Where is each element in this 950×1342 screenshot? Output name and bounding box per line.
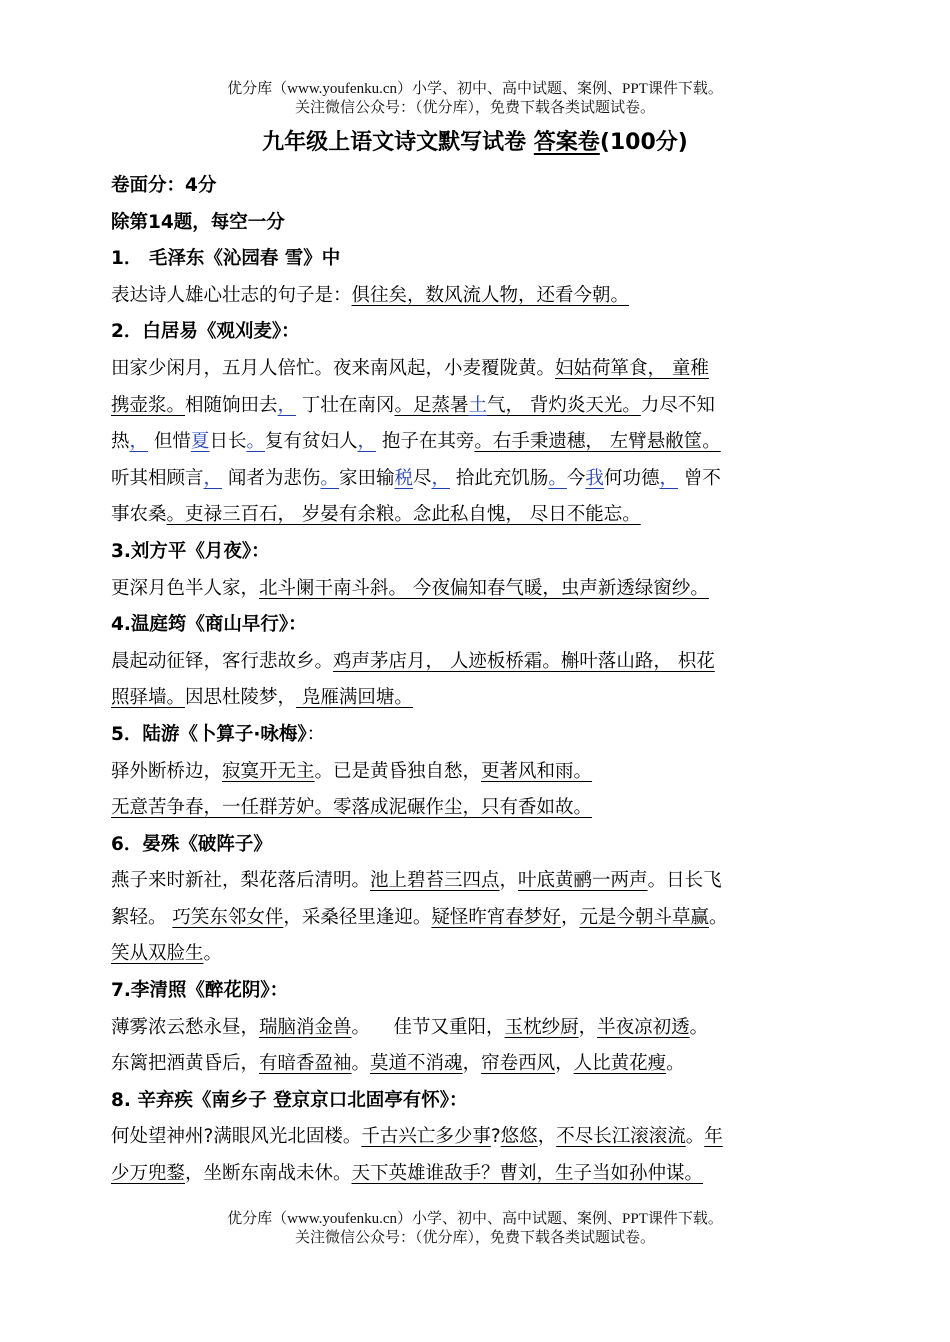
score-note: 卷面分：4分 xyxy=(111,175,217,196)
q7-text: ， xyxy=(462,1053,482,1075)
q2-text: 今 xyxy=(566,467,586,489)
q7-text: ， xyxy=(555,1053,574,1075)
q2-answer: 。足蒸暑 xyxy=(394,394,469,416)
q8-answer: 天下英雄谁敌手？曹刘，生子当如孙仲谋。 xyxy=(351,1163,704,1185)
q2-answer: 气， 背灼炎天光。 xyxy=(486,394,641,416)
q2-text: 闻者为悲伤 xyxy=(222,467,321,489)
page-header xyxy=(0,80,950,118)
q7-text: 东篱把酒黄昏后， xyxy=(111,1053,260,1075)
q2-blank: ， xyxy=(357,431,376,453)
question-5-heading xyxy=(111,717,841,754)
q6-text: ， xyxy=(499,870,519,892)
q2-answer: 携壶浆。 xyxy=(111,394,186,416)
q2-text: 尽 xyxy=(412,467,432,489)
q5-heading-colon: ： xyxy=(306,723,326,745)
q2-text: 抱子在其旁 xyxy=(376,431,475,453)
q7-text: ， xyxy=(578,1016,598,1038)
q7-answer: 人比黄花瘦 xyxy=(573,1053,667,1075)
q4-text: 晨起动征铎，客行悲故乡。 xyxy=(111,650,334,672)
q2-line-3 xyxy=(111,424,841,461)
q8-text: 何处望神州?满眼风光北固楼。 xyxy=(111,1126,362,1148)
q2-text: 田家少闲月，五月人倍忙。夜来南风起，小麦覆陇黄。 xyxy=(111,357,556,379)
q2-line-4 xyxy=(111,461,841,498)
q5-line-1 xyxy=(111,754,841,791)
question-1-heading xyxy=(111,241,841,278)
q2-blank: ， xyxy=(129,431,149,453)
q6-text: 。 xyxy=(203,943,223,965)
q5-text: 。已是黄昏独自愁， xyxy=(314,760,482,782)
q5-answer: 无意苦争春，一任群芳妒。零落成泥碾作尘，只有香如故。 xyxy=(111,797,593,819)
q8-line-1 xyxy=(111,1119,841,1156)
q1-answer: 俱往矣，数风流人物，还看今朝。 xyxy=(351,284,630,306)
q2-answer: 。吏禄三百石， 岁晏有余粮。念此私自愧， 尽日不能忘。 xyxy=(166,504,641,526)
q2-blank: ， xyxy=(277,394,297,416)
q8-text: 。 xyxy=(685,1126,705,1148)
q2-answer: 。右手秉遗穗， 左臂悬敝筐。 xyxy=(474,431,721,453)
q4-answer: 鸡声茅店月， 人迹板桥霜。槲叶落山路， 枳花 xyxy=(333,650,715,672)
q2-text: 日长 xyxy=(209,431,247,453)
question-1-line xyxy=(111,278,841,315)
rule-note: 除第14题，每空一分 xyxy=(111,211,285,233)
q2-text: 曾不 xyxy=(677,467,721,489)
question-6-heading: 6．晏殊《破阵子》 xyxy=(111,833,272,855)
q2-text: 事农桑 xyxy=(111,504,167,526)
q2-line-1 xyxy=(111,351,841,388)
q6-text: ， xyxy=(560,906,580,928)
q6-text: 絮轻。 xyxy=(111,906,173,928)
document-body xyxy=(111,168,841,1193)
q2-blank: 我 xyxy=(585,467,604,489)
header-line-2: 关注微信公众号：（优分库），免费下载各类试题试卷。 xyxy=(294,100,655,116)
question-2-heading: 2．白居易《观刈麦》： xyxy=(111,321,300,343)
q6-text: 燕子来时新社，梨花落后清明。 xyxy=(111,870,371,892)
q7-line-2 xyxy=(111,1046,841,1083)
q2-line-2 xyxy=(111,388,841,425)
q2-text: 相随饷田去 xyxy=(185,394,278,416)
q7-text: 。 xyxy=(666,1053,685,1075)
title-answer: 答案卷 xyxy=(533,130,600,155)
q6-answer: 疑怪昨宵春梦好 xyxy=(431,906,561,928)
q4-answer: 凫雁满回塘。 xyxy=(296,687,413,709)
q8-text: ， xyxy=(537,1126,557,1148)
q6-line-2 xyxy=(111,900,841,937)
q1-heading-text: 1． 毛泽东《沁园春 雪》中 xyxy=(111,248,341,270)
q6-text: 。 xyxy=(708,906,728,928)
question-7-heading: 7.李清照《醉花阴》： xyxy=(111,980,289,1002)
document-title xyxy=(0,128,950,158)
title-score: (100分) xyxy=(599,130,688,155)
q5-heading-text: 5．陆游《卜算子·咏梅》 xyxy=(111,723,307,745)
q6-answer: 笑从双脸生 xyxy=(111,943,204,965)
q4-text: 因思杜陵梦， xyxy=(185,687,297,709)
q6-answer: 元是今朝斗草赢 xyxy=(579,906,709,928)
q8-answer: 千古兴亡多少事 xyxy=(361,1126,491,1148)
q8-answer: 少万兜鍪 xyxy=(111,1163,186,1185)
footer-line-1: 优分库（www.youfenku.cn）小学、初中、高中试题、案例、PPT课件下载。 xyxy=(227,1211,723,1227)
q6-line-3 xyxy=(111,936,841,973)
q8-text: ? xyxy=(490,1126,501,1148)
q7-answer: 有暗香盈袖 xyxy=(259,1053,352,1075)
q7-answer: 半夜凉初透 xyxy=(597,1016,690,1038)
q8-line-2 xyxy=(111,1156,841,1193)
q2-text: 拾此充饥肠 xyxy=(450,467,549,489)
q6-answer: 巧笑东邻女伴 xyxy=(172,906,284,928)
q2-blank: 税 xyxy=(394,467,413,489)
q8-answer: 年 xyxy=(704,1126,723,1148)
q2-answer: 土 xyxy=(468,394,487,416)
q2-text: 丁壮在南冈 xyxy=(296,394,395,416)
footer-line-2: 关注微信公众号：（优分库），免费下载各类试题试卷。 xyxy=(294,1230,655,1246)
q8-answer: 悠悠 xyxy=(500,1126,538,1148)
q7-answer: 玉枕纱厨 xyxy=(504,1016,579,1038)
q5-line-2 xyxy=(111,790,841,827)
q5-answer: 更著风和雨。 xyxy=(481,760,593,782)
q4-answer: 照驿墙。 xyxy=(111,687,186,709)
q7-text: 。 佳节又重阳， xyxy=(351,1016,505,1038)
q2-text: 但惜 xyxy=(148,431,191,453)
q5-text: 驿外断桥边， xyxy=(111,760,223,782)
q2-blank: ， xyxy=(659,467,678,489)
q6-line-1 xyxy=(111,863,841,900)
q2-line-5 xyxy=(111,497,841,534)
q2-text: 听其相顾言 xyxy=(111,467,204,489)
q2-answer: 妇姑荷箪食， 童稚 xyxy=(555,357,709,379)
q4-line-2 xyxy=(111,680,841,717)
q7-text: 。 xyxy=(351,1053,371,1075)
header-line-1: 优分库（www.youfenku.cn）小学、初中、高中试题、案例、PPT课件下载。 xyxy=(227,81,723,97)
q1-prompt: 表达诗人雄心壮志的句子是： xyxy=(111,284,352,306)
q7-line-1 xyxy=(111,1010,841,1047)
q3-answer: 北斗阑干南斗斜。 今夜偏知春气暖，虫声新透绿窗纱。 xyxy=(259,577,709,599)
q7-text: 薄雾浓云愁永昼， xyxy=(111,1016,260,1038)
q6-answer: 池上碧苔三四点 xyxy=(370,870,500,892)
q2-blank: 。 xyxy=(548,467,567,489)
q4-line-1 xyxy=(111,644,841,681)
q2-blank: 。 xyxy=(246,431,265,453)
q3-line-1 xyxy=(111,571,841,608)
q2-text: 复有贫妇人 xyxy=(264,431,358,453)
q2-blank: 。 xyxy=(320,467,339,489)
q6-answer: 叶底黄鹂一两声 xyxy=(518,870,648,892)
q2-text: 何功德 xyxy=(603,467,660,489)
q8-text: ，坐断东南战未休。 xyxy=(185,1163,352,1185)
q8-answer: 不尽长江滚滚流 xyxy=(556,1126,686,1148)
q6-text: ，采桑径里逢迎。 xyxy=(283,906,432,928)
q2-blank: ， xyxy=(431,467,450,489)
q2-blank: ， xyxy=(203,467,223,489)
q2-text: 力尽不知 xyxy=(640,394,715,416)
q7-answer: 莫道不消魂 xyxy=(370,1053,463,1075)
q7-answer: 瑞脑消金兽 xyxy=(259,1016,352,1038)
q7-answer: 帘卷西风 xyxy=(481,1053,556,1075)
q2-blank: 夏 xyxy=(190,431,210,453)
q5-answer: 寂寞开无主 xyxy=(222,760,315,782)
title-main: 九年级上语文诗文默写试卷 xyxy=(262,130,534,155)
question-3-heading: 3.刘方平《月夜》： xyxy=(111,540,270,562)
page-footer xyxy=(0,1210,950,1248)
q2-text: 家田输 xyxy=(338,467,395,489)
q3-text: 更深月色半人家， xyxy=(111,577,260,599)
q2-text: 热 xyxy=(111,431,130,453)
q7-text: 。 xyxy=(689,1016,709,1038)
question-4-heading: 4.温庭筠《商山早行》： xyxy=(111,614,307,636)
q6-text: 。日长飞 xyxy=(647,870,722,892)
question-8-heading: 8. 辛弃疾《南乡子 登京京口北固亭有怀》： xyxy=(111,1089,468,1111)
